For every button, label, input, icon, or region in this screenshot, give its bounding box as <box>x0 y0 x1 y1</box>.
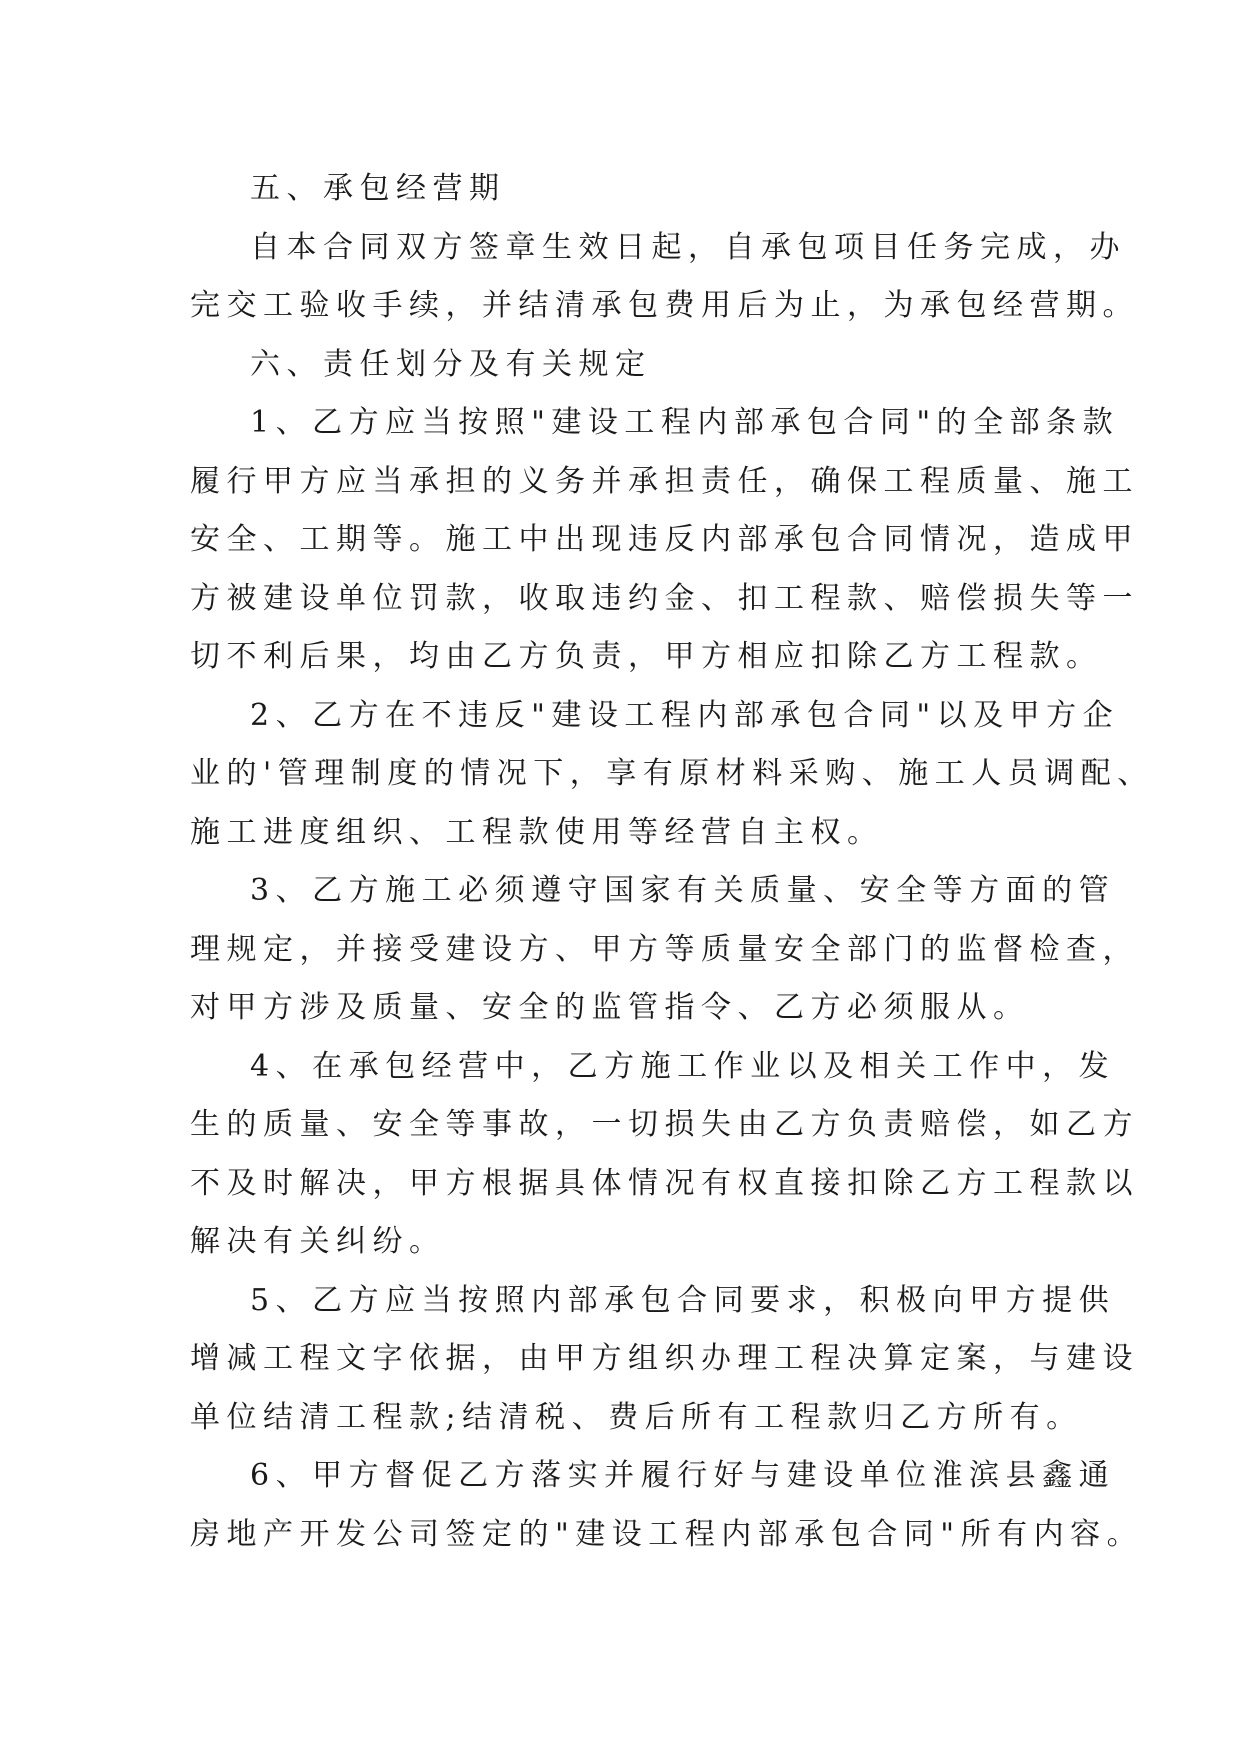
text-line: 施工进度组织、工程款使用等经营自主权。 <box>190 814 884 850</box>
text-line: 1、乙方应当按照"建设工程内部承包合同"的全部条款 <box>250 405 1120 440</box>
clause-1 <box>190 394 1139 687</box>
text-line: 不及时解决，甲方根据具体情况有权直接扣除乙方工程款以 <box>190 1165 1139 1201</box>
text-line: 房地产开发公司签定的"建设工程内部承包合同"所有内容。 <box>190 1516 1144 1552</box>
paragraph-term-definition <box>190 219 1139 336</box>
document-body <box>190 160 1154 1564</box>
text-line: 自本合同双方签章生效日起，自承包项目任务完成，办 <box>250 229 1126 265</box>
text-line: 安全、工期等。施工中出现违反内部承包合同情况，造成甲 <box>190 522 1139 557</box>
clause-3 <box>190 862 1139 1038</box>
section-heading-responsibilities <box>190 336 1070 395</box>
text-line: 六、责任划分及有关规定 <box>250 346 652 382</box>
clause-6 <box>190 1447 1144 1564</box>
text-line: 6、甲方督促乙方落实并履行好与建设单位淮滨县鑫通 <box>250 1458 1116 1493</box>
text-line: 理规定，并接受建设方、甲方等质量安全部门的监督检查， <box>190 931 1139 967</box>
text-line: 增减工程文字依据，由甲方组织办理工程决算定案，与建设 <box>190 1341 1139 1376</box>
text-line: 3、乙方施工必须遵守国家有关质量、安全等方面的管 <box>250 873 1116 908</box>
text-line: 五、承包经营期 <box>250 171 506 206</box>
text-line: 方被建设单位罚款，收取违约金、扣工程款、赔偿损失等一 <box>190 580 1139 616</box>
text-line: 完交工验收手续，并结清承包费用后为止，为承包经营期。 <box>190 288 1139 323</box>
clause-4 <box>190 1038 1139 1272</box>
text-line: 对甲方涉及质量、安全的监管指令、乙方必须服从。 <box>190 990 1030 1025</box>
clause-2 <box>190 687 1154 863</box>
text-line: 业的'管理制度的情况下，享有原材料采购、施工人员调配、 <box>190 756 1154 791</box>
text-line: 单位结清工程款;结清税、费后所有工程款归乙方所有。 <box>190 1399 1083 1435</box>
text-line: 生的质量、安全等事故，一切损失由乙方负责赔偿，如乙方 <box>190 1107 1139 1142</box>
text-line: 切不利后果，均由乙方负责，甲方相应扣除乙方工程款。 <box>190 639 1103 674</box>
text-line: 2、乙方在不违反"建设工程内部承包合同"以及甲方企 <box>250 697 1120 733</box>
text-line: 解决有关纠纷。 <box>190 1224 446 1259</box>
text-line: 履行甲方应当承担的义务并承担责任，确保工程质量、施工 <box>190 463 1139 499</box>
text-line: 4、在承包经营中，乙方施工作业以及相关工作中，发 <box>250 1048 1116 1084</box>
clause-5 <box>190 1272 1139 1448</box>
text-line: 5、乙方应当按照内部承包合同要求，积极向甲方提供 <box>250 1282 1116 1318</box>
section-heading-term <box>190 160 1070 219</box>
